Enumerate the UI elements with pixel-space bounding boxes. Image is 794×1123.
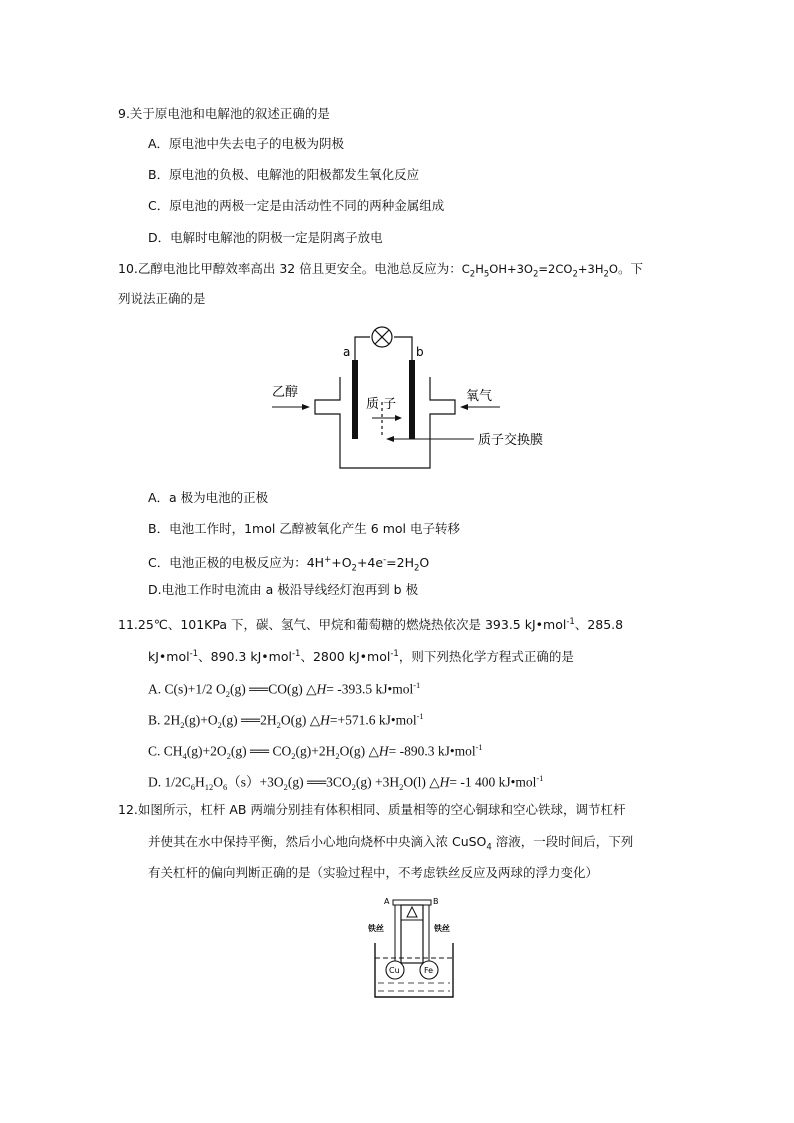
lamp-icon <box>372 327 392 347</box>
electrode-b <box>409 360 415 439</box>
q10-option-d: D.电池工作时电流由 a 极沿导线经灯泡再到 b 极 <box>148 582 419 597</box>
q9-stem: 9.关于原电池和电解池的叙述正确的是 <box>118 106 330 121</box>
q11-option-b: B. $2H_2(g)+O_2(g)$ $══2H_2O(g)$ △H=+571.6 kJ•mol$^{-1}$ <box>148 711 424 731</box>
q10-stem-line1 <box>118 260 643 283</box>
q10-option-a: A．a 极为电池的正极 <box>148 490 269 505</box>
electrode-a-label: a <box>343 345 351 359</box>
lever-end-a-label: A <box>384 897 390 906</box>
q10-option-c: C．电池正极的电极反应为：$4H^++O_2+4e^-=2H_2O$ <box>148 555 430 574</box>
membrane-label: 质子交换膜 <box>478 433 544 448</box>
q9-option-c: C．原电池的两极一定是由活动性不同的两种金属组成 <box>148 198 445 213</box>
q9-option-b: B．原电池的负极、电解池的阳极都发生氧化反应 <box>148 167 420 182</box>
q12-stem-line1: 12.如图所示，杠杆 AB 两端分别挂有体积相同、质量相等的空心铜球和空心铁球，调节杠杆 <box>118 802 626 817</box>
lever-beaker-diagram <box>358 893 468 1003</box>
q9-option-d: D．电解时电解池的阴极一定是阴离子放电 <box>148 230 383 245</box>
q10-stem-prefix: 10.乙醇电池比甲醇效率高出 32 倍且更安全。电池总反应为： <box>118 261 462 276</box>
external-wire <box>355 337 370 362</box>
q12-stem-line3: 有关杠杆的偏向判断正确的是（实验过程中，不考虑铁丝反应及两球的浮力变化） <box>148 865 599 880</box>
electrode-a <box>352 360 358 439</box>
lever-end-b-label: B <box>433 897 439 906</box>
q11-option-c: C. $CH_4(g)+2O_2(g)$ ══ $CO_2(g)+2H_2O(g)$ △H= -890.3 kJ•mol$^{-1}$ <box>148 742 483 762</box>
q10-option-b: B．电池工作时，1mol 乙醇被氧化产生 6 mol 电子转移 <box>148 521 460 536</box>
q11-stem-line2: kJ•mol$^{-1}$、890.3 kJ•mol$^{-1}$、2800 kJ•mol$^{-1}$，则下列热化学方程式正确的是 <box>148 649 574 665</box>
lever-bar <box>393 900 431 905</box>
ethanol-label: 乙醇 <box>272 385 299 400</box>
q10-stem-line2: 列说法正确的是 <box>118 291 206 306</box>
oxygen-label: 氧气 <box>466 389 493 404</box>
wire-right-label: 铁丝 <box>434 924 450 933</box>
external-wire-right <box>394 337 412 362</box>
cell-container <box>315 377 455 468</box>
oxygen-arrow-head <box>460 404 468 410</box>
q11-stem-line1: 11.25℃、101KPa 下，碳、氢气、甲烷和葡萄糖的燃烧热依次是 393.5 kJ•mol$^{-1}$、285.8 <box>118 617 624 633</box>
q10-stem-suffix: 。下 <box>617 261 643 276</box>
copper-ball-label: Cu <box>389 966 400 975</box>
q9-option-a: A．原电池中失去电子的电极为阴极 <box>148 136 345 151</box>
ethanol-arrow-head <box>302 404 310 410</box>
q12-stem-line2: 并使其在水中保持平衡，然后小心地向烧杯中央滴入浓 CuSO$_4$ 溶液，一段时间后，下列 <box>148 834 634 853</box>
iron-ball-label: Fe <box>424 966 434 975</box>
wire-left-label: 铁丝 <box>368 924 384 933</box>
membrane-pointer-head <box>386 436 394 442</box>
proton-label: 质 子 <box>366 397 397 412</box>
q10-reaction: $C_2H_5OH+3O_2=2CO_2+3H_2O$ <box>461 262 618 280</box>
q11-option-d: D. $1/2C_6H_{12}O_6(s)+3O_2(g)$ $══3CO_2(g) +3H_2O(l)$ △H= -1 400 kJ•mol$^{-1}$ <box>148 773 544 793</box>
electrode-b-label: b <box>416 345 424 359</box>
q11-option-a: A. C(s)+1/2 $O_2(g)$ ══CO(g) △H= -393.5 kJ•mol$^{-1}$ <box>148 680 421 700</box>
proton-arrow-head <box>395 415 402 421</box>
fuel-cell-diagram <box>260 322 560 472</box>
